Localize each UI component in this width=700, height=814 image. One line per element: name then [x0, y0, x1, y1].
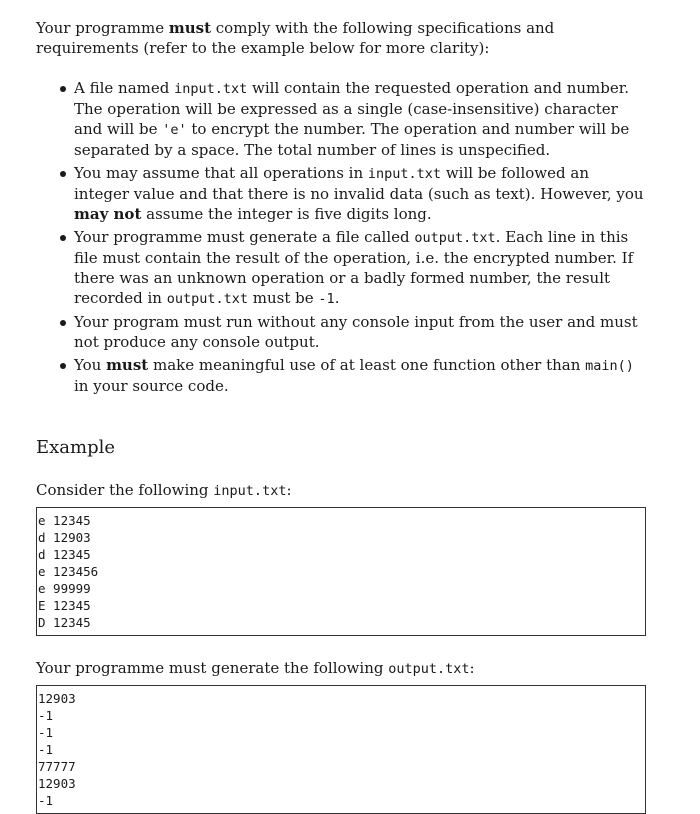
bold-may-not: may not — [74, 205, 142, 223]
code-line: d 12345 — [38, 547, 91, 562]
code-line: e 12345 — [38, 513, 91, 528]
code-line: -1 — [38, 793, 54, 808]
bullet-icon — [60, 235, 66, 241]
bullet-icon — [60, 86, 66, 92]
spec-text: You — [74, 356, 107, 374]
spec-list — [36, 78, 646, 396]
document-page — [36, 18, 646, 814]
bullet-icon — [60, 320, 66, 326]
code-e-char: 'e' — [162, 122, 187, 138]
code-line: -1 — [38, 742, 54, 757]
code-line: D 12345 — [38, 615, 91, 630]
output-code-box — [36, 685, 646, 814]
code-input-txt: input.txt — [367, 166, 442, 182]
spec-text: will contain the requested operation and number. The operation will be expressed as a single (case-insensitive) character and will be — [74, 79, 630, 138]
code-minus-one: -1 — [318, 291, 335, 307]
spec-text: must be — [248, 289, 319, 307]
spec-text: . — [334, 289, 340, 307]
code-line: E 12345 — [38, 598, 91, 613]
spec-item-input-file — [36, 78, 646, 160]
intro-text-1: Your programme — [36, 19, 169, 37]
consider-end: : — [286, 481, 292, 499]
spec-text: to encrypt the number. The operation and number will be separated by a space. The total number of lines is unspecified. — [74, 120, 630, 159]
bullet-icon — [60, 171, 66, 177]
generate-end: : — [469, 659, 475, 677]
spec-item-function — [36, 355, 646, 396]
spec-text: Your program must run without any console input from the user and must not produce any console output. — [74, 313, 638, 351]
example-heading: Example — [36, 437, 116, 458]
intro-paragraph — [36, 18, 646, 58]
spec-item-assumptions — [36, 163, 646, 224]
spec-text: Your programme must generate a file called — [74, 228, 415, 246]
code-main: main() — [585, 358, 634, 374]
code-line: 12903 — [38, 691, 76, 706]
code-line: 77777 — [38, 759, 76, 774]
input-code-box — [36, 507, 646, 636]
spec-text: You may assume that all operations in — [74, 164, 368, 182]
bullet-icon — [60, 363, 66, 369]
spec-text: assume the integer is five digits long. — [141, 205, 432, 223]
code-input-txt: input.txt — [213, 483, 287, 499]
code-line: d 12903 — [38, 530, 91, 545]
code-output-txt: output.txt — [414, 230, 496, 246]
spec-text: A file named — [74, 79, 175, 97]
intro-bold-must: must — [168, 19, 211, 37]
spec-item-console — [36, 312, 646, 352]
bold-must: must — [106, 356, 149, 374]
generate-text: Your programme must generate the following — [36, 659, 389, 677]
spec-text: . Each line in this file must contain the result of the operation, i.e. the encrypted number. If there was an unknown operation or a badly formed number, the result recorded in — [74, 228, 634, 307]
code-line: -1 — [38, 725, 54, 740]
code-line: 12903 — [38, 776, 76, 791]
code-output-txt: output.txt — [166, 291, 249, 307]
spec-text: will be followed an integer value and that there is no invalid data (such as text). However, you — [74, 164, 644, 203]
code-output-txt: output.txt — [388, 661, 470, 677]
code-line: -1 — [38, 708, 54, 723]
consider-text: Consider the following — [36, 481, 214, 499]
intro-text-2: comply with the following specifications and requirements (refer to the example below for more clarity): — [36, 19, 555, 57]
generate-paragraph — [36, 658, 646, 679]
spec-text: make meaningful use of at least one function other than — [148, 356, 586, 374]
consider-paragraph — [36, 480, 646, 501]
code-line: e 123456 — [38, 564, 99, 579]
code-line: e 99999 — [38, 581, 91, 596]
spec-text: in your source code. — [74, 377, 229, 395]
spec-item-output-file — [36, 227, 646, 309]
code-input-txt: input.txt — [174, 81, 248, 97]
